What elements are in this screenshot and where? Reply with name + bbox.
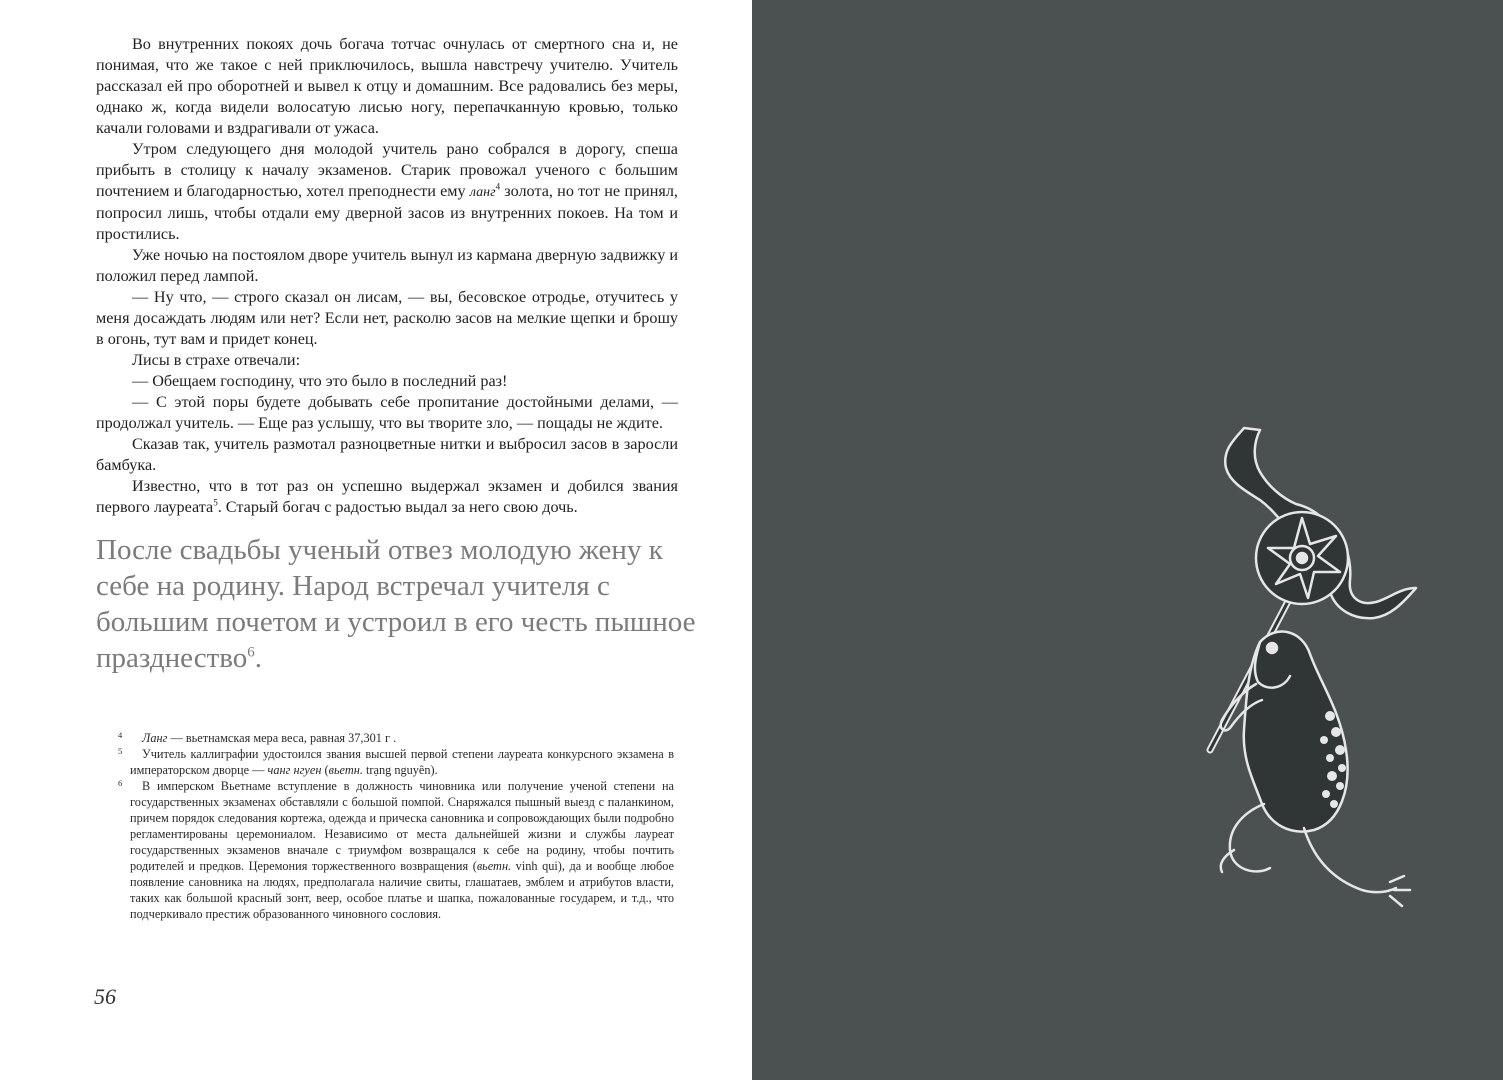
footnote-6: 6 В имперском Вьетнаме вступление в должность чиновника или получение ученой степени на государственных экзаменах обставляли с большой помпой. Снаряжался пышный выезд с паланкином, причем порядок следования кортежа, одежда и прическа сановника и сопровождающих были подробно регламентированы церемониалом. Независимо от места дальнейшей жизни и службы лауреат государственных экзаменов вначале с триумфом возвращался к себе на родину, чтобы почтить родителей и предков. Церемония торжественного возвращения (вьетн. vinh qui), да и вообще любое появление сановника на людях, предполагала наличие свиты, глашатаев, эмблем и атрибутов власти, таких как большой красный зонт, веер, особое платье и шапка, пожалованные государем, и т.д., что подчеркивало престиж образованного чиновного сословия. xyxy=(118,778,674,922)
paragraph-4: — Ну что, — строго сказал он лисам, — вы, бесовское отродье, отучитесь у меня досаждать людям или нет? Если нет, расколю засов на мелкие щепки и брошу в огонь, тут вам и придет конец. xyxy=(96,288,678,348)
toad-with-sun-staff-icon xyxy=(1164,420,1424,960)
body-text xyxy=(96,34,678,518)
pullquote: После свадьбы ученый отвез молодую жену к себе на родину. Народ встречал учителя с большим почетом и устроил в его честь пышное празднество$^6$. xyxy=(96,534,696,674)
term-lang: ланг xyxy=(469,185,496,200)
paragraph-2: Утром следующего дня молодой учитель рано собрался в дорогу, спеша прибыть в столицу к началу экзаменов. Старик провожал ученого с большим почтением и благодарностью, хотел преподнести ему ланг$^4$ золота, но тот не принял, попросил лишь, чтобы отдали ему дверной засов из внутренних покоев. На том и простились. xyxy=(96,140,678,243)
footnote-ref-4[interactable]: 4 xyxy=(495,181,501,192)
paragraph-6: — Обещаем господину, что это было в последний раз! xyxy=(132,372,508,390)
footnote-number: 6 xyxy=(118,778,123,788)
footnote-ref-5[interactable]: 5 xyxy=(213,497,218,508)
footnote-number: 5 xyxy=(118,746,123,756)
footnotes xyxy=(118,730,674,922)
footnote-number: 4 xyxy=(118,730,123,740)
footnote-4: 4 Ланг — вьетнамская мера веса, равная 37,301 г . xyxy=(118,730,674,746)
page-number: 56 xyxy=(94,984,116,1009)
right-page xyxy=(752,0,1503,1080)
footnote-5: 5 Учитель каллиграфии удостоился звания высшей первой степени лауреата конкурсного экзамена в императорском дворце — чанг нгуен (вьетн. trạng nguyên). xyxy=(118,746,674,778)
paragraph-7: — С этой поры будете добывать себе пропитание достойными делами, — продолжал учитель. — Еще раз услышу, что вы творите зло, — пощады не ждите. xyxy=(96,393,678,432)
paragraph-8: Сказав так, учитель размотал разноцветные нитки и выбросил засов в заросли бамбука. xyxy=(96,435,678,474)
paragraph-1: Во внутренних покоях дочь богача тотчас очнулась от смертного сна и, не понимая, что же такое с ней приключилось, вышла навстречу учителю. Учитель рассказал ей про оборотней и вывел к отцу и домашним. Все радовались без меры, однако ж, когда видели волосатую лисью ногу, перепачканную кровью, только качали головами и вздрагивали от ужаса. xyxy=(96,35,678,137)
paragraph-3: Уже ночью на постоялом дворе учитель вынул из кармана дверную задвижку и положил перед лампой. xyxy=(96,246,678,285)
paragraph-9: Известно, что в тот раз он успешно выдержал экзамен и добился звания первого лауреата$^5$. Старый богач с радостью выдал за него свою дочь. xyxy=(96,477,678,516)
footnote-ref-6[interactable]: 6 xyxy=(247,644,255,661)
paragraph-5: Лисы в страхе отвечали: xyxy=(132,351,301,369)
